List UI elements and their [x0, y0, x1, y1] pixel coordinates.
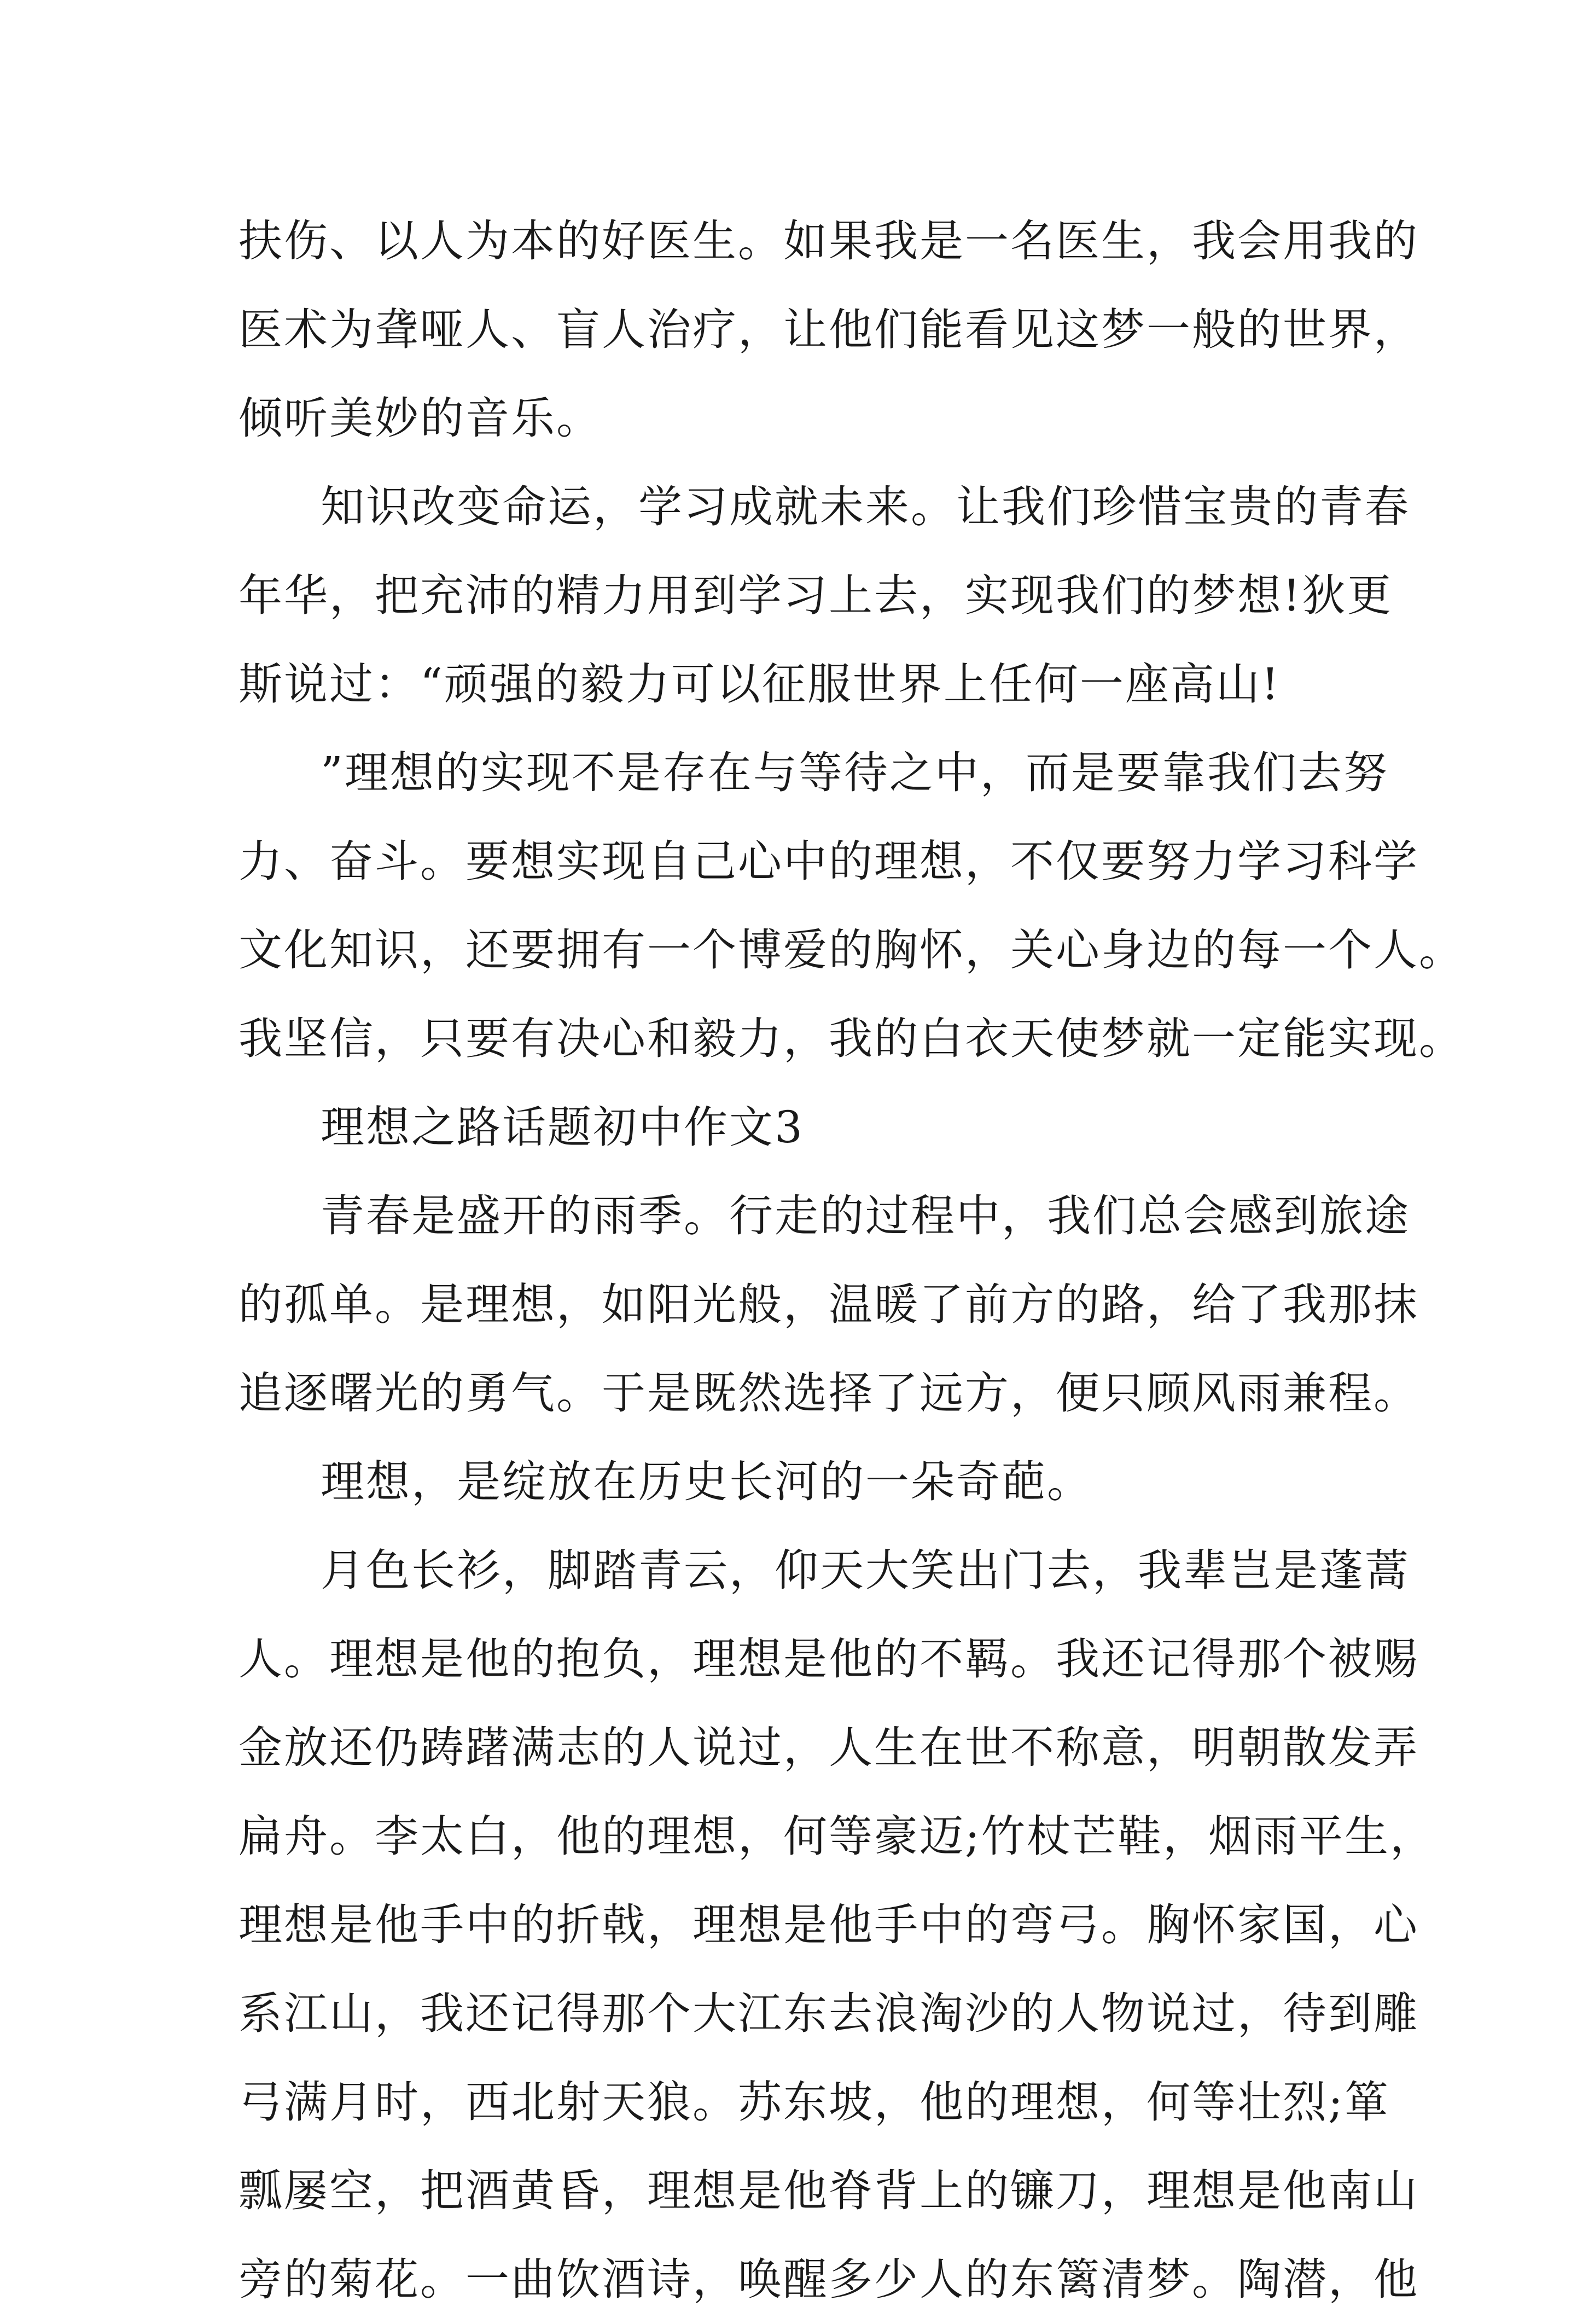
text-line: 医术为聋哑人、盲人治疗，让他们能看见这梦一般的世界， [238, 304, 1419, 355]
paragraph-first-line: 理想，是绽放在历史长河的一朵奇葩。 [321, 1456, 1092, 1507]
text-line: 倾听美妙的音乐。 [238, 393, 602, 444]
essay-body [238, 197, 1464, 2324]
text-line: 理想是他手中的折戟，理想是他手中的弯弓。胸怀家国，心 [238, 1899, 1419, 1950]
paragraph-first-line: ”理想的实现不是存在与等待之中，而是要靠我们去努 [321, 747, 1389, 798]
text-line: 金放还仍踌躇满志的人说过，人生在世不称意，明朝散发弄 [238, 1722, 1419, 1773]
paragraph-first-line: 青春是盛开的雨季。行走的过程中，我们总会感到旅途 [321, 1190, 1410, 1241]
text-line: 扶伤、以人为本的好医生。如果我是一名医生，我会用我的 [238, 216, 1419, 266]
text-line: 系江山，我还记得那个大江东去浪淘沙的人物说过，待到雕 [238, 1988, 1419, 2039]
text-line: 年华，把充沛的精力用到学习上去，实现我们的梦想!狄更 [238, 570, 1393, 621]
text-line: 斯说过：“顽强的毅力可以征服世界上任何一座高山! [238, 659, 1281, 710]
text-line: 弓满月时，西北射天狼。苏东坡，他的理想，何等壮烈;箪 [238, 2077, 1390, 2128]
text-line: 文化知识，还要拥有一个博爱的胸怀，关心身边的每一个人。 [238, 925, 1464, 975]
text-line: 瓢屡空，把酒黄昏，理想是他脊背上的镰刀，理想是他南山 [238, 2165, 1419, 2216]
text-line: 扁舟。李太白，他的理想，何等豪迈;竹杖芒鞋，烟雨平生， [238, 1811, 1435, 1862]
section-heading: 理想之路话题初中作文3 [321, 1102, 804, 1153]
text-line: 追逐曙光的勇气。于是既然选择了远方，便只顾风雨兼程。 [238, 1368, 1419, 1419]
text-line: 的孤单。是理想，如阳光般，温暖了前方的路，给了我那抹 [238, 1279, 1419, 1330]
text-line: 我坚信，只要有决心和毅力，我的白衣天使梦就一定能实现。 [238, 1013, 1464, 1064]
text-line: 旁的菊花。一曲饮酒诗，唤醒多少人的东篱清梦。陶潜，他 [238, 2254, 1419, 2305]
text-line: 力、奋斗。要想实现自己心中的理想，不仅要努力学习科学 [238, 836, 1419, 887]
paragraph-first-line: 月色长衫，脚踏青云，仰天大笑出门去，我辈岂是蓬蒿 [321, 1545, 1410, 1596]
text-line: 人。理想是他的抱负，理想是他的不羁。我还记得那个被赐 [238, 1634, 1419, 1684]
paragraph-first-line: 知识改变命运，学习成就未来。让我们珍惜宝贵的青春 [321, 481, 1410, 532]
